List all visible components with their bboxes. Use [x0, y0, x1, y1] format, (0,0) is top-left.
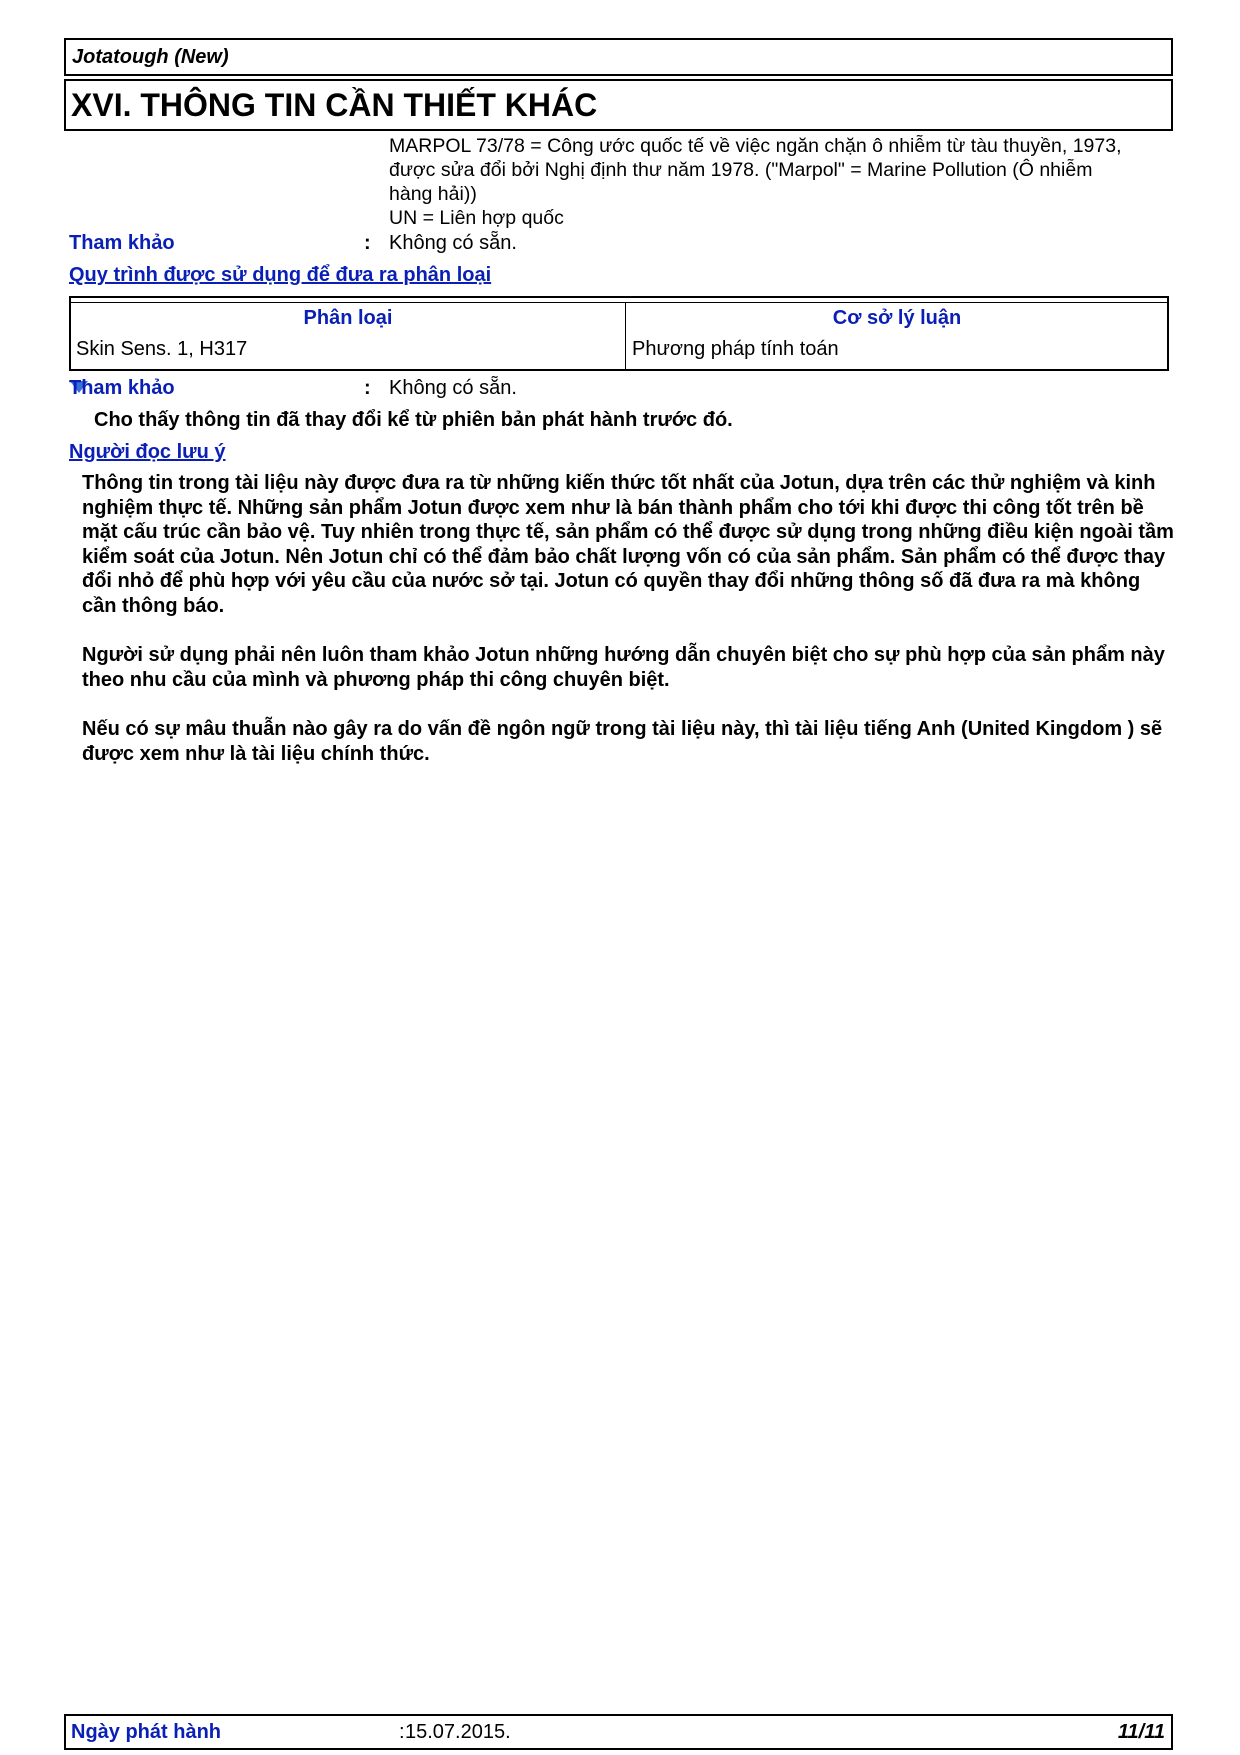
table-header-rationale: Cơ sở lý luận — [832, 307, 962, 329]
table-column-divider — [625, 302, 626, 369]
abbreviation-line: được sửa đổi bởi Nghị định thư năm 1978. ("Marpol" = Marine Pollution (Ô nhiễm — [389, 159, 1093, 181]
classification-table — [69, 296, 1169, 371]
notice-body — [82, 471, 1177, 791]
page-number: 11/11 — [1117, 1721, 1165, 1743]
reference-value: Không có sẵn. — [389, 377, 517, 399]
notice-title-link[interactable]: Người đọc lưu ý — [69, 441, 226, 463]
reference-label: Tham khảo — [69, 377, 175, 399]
reference-value: Không có sẵn. — [389, 232, 517, 254]
table-header-classification: Phân loại — [303, 307, 393, 329]
section-header — [64, 79, 1173, 131]
notice-paragraph: Nếu có sự mâu thuẫn nào gây ra do vấn đề ngôn ngữ trong tài liệu này, thì tài liệu tiếng Anh (United Kingdom ) sẽ được xem như là tài liệu chính thức. — [82, 717, 1163, 765]
abbreviations-block — [389, 134, 1179, 230]
reference-colon: : — [364, 377, 371, 399]
issue-date-value: 15.07.2015. — [405, 1721, 511, 1743]
table-cell-classification: Skin Sens. 1, H317 — [76, 338, 248, 360]
classification-procedure-link[interactable]: Quy trình được sử dụng để đưa ra phân loại — [69, 264, 492, 286]
product-header — [64, 38, 1173, 76]
notice-paragraph: Thông tin trong tài liệu này được đưa ra từ những kiến thức tốt nhất của Jotun, dựa trên các thử nghiệm và kinh nghiệm thực tế. Những sản phẩm Jotun được xem như là bán thành phẩm cho tới khi được thi công tốt trên bề mặt cấu trúc cần bảo vệ. Tuy nhiên trong thực tế, sản phẩm có thể được sử dụng trong những điều kiện ngoài tầm kiểm soát của Jotun. Nên Jotun chỉ có thể đảm bảo chất lượng vốn có của sản phẩm. Sản phẩm có thể được thay đổi nhỏ để phù hợp với yêu cầu của nước sở tại. Jotun có quyền thay đổi những thông số đã đưa ra mà không cần thông báo. — [82, 472, 1174, 617]
abbreviation-line: UN = Liên hợp quốc — [389, 207, 564, 229]
reference-colon: : — [364, 232, 371, 254]
table-top-rule — [71, 302, 1167, 303]
issue-date-colon: : — [399, 1721, 405, 1743]
page-footer — [64, 1714, 1173, 1750]
section-title: XVI. THÔNG TIN CẦN THIẾT KHÁC — [71, 87, 598, 123]
reference-label: Tham khảo — [69, 232, 175, 254]
issue-date-label: Ngày phát hành — [71, 1721, 222, 1743]
product-name: Jotatough (New) — [72, 46, 229, 68]
notice-paragraph: Người sử dụng phải nên luôn tham khảo Jotun những hướng dẫn chuyên biệt cho sự phù hợp của sản phẩm này theo nhu cầu của mình và phương pháp thi công chuyên biệt. — [82, 644, 1165, 691]
abbreviation-line: MARPOL 73/78 = Công ước quốc tế về việc ngăn chặn ô nhiễm từ tàu thuyền, 1973, — [389, 135, 1122, 157]
table-cell-rationale: Phương pháp tính toán — [632, 338, 839, 360]
abbreviation-line: hàng hải)) — [389, 183, 477, 205]
change-indicator-note: Cho thấy thông tin đã thay đổi kể từ phiên bản phát hành trước đó. — [94, 409, 733, 431]
